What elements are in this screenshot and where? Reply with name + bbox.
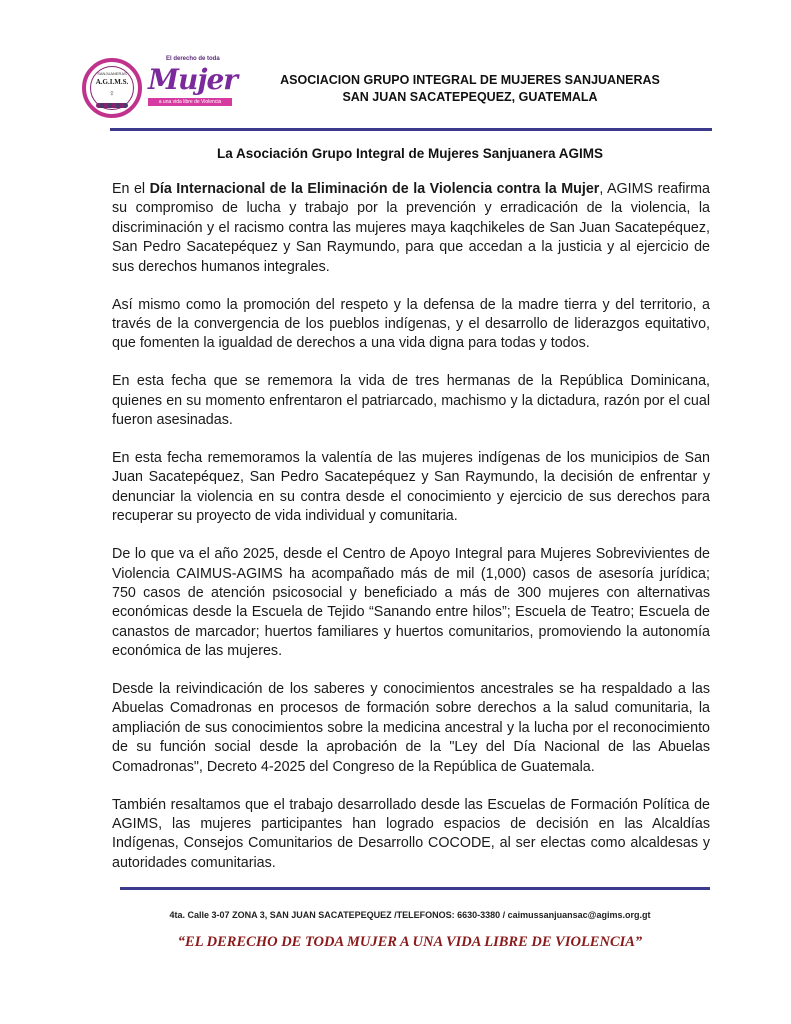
paragraph-6: Desde la reivindicación de los saberes y conocimientos ancestrales se ha respaldado a las Abuelas Comadronas en procesos de formación sobre derechos a la salud comunitaria, la ampliación de sus conocimientos sobre la medicina ancestral y la lucha por el reconocimiento de su función social desde la aprobación de la "Ley del Día Nacional de las Abuelas Comadronas", Decreto 4-2025 del Congreso de la República de Guatemala. [112, 681, 710, 775]
venus-symbol-icon: ♀ [108, 88, 116, 98]
mujer-logo [146, 56, 238, 112]
header-title-line2: SAN JUAN SACATEPEQUEZ, GUATEMALA [342, 90, 598, 104]
agims-seal-logo [82, 58, 142, 118]
p1-bold-event: Día Internacional de la Eliminación de la Violencia contra la Mujer [149, 181, 600, 197]
footer-address: 4ta. Calle 3-07 ZONA 3, SAN JUAN SACATEPEQUEZ /TELEFONOS: 6630-3380 / caimussanjuansac@agims.org.gt [169, 910, 651, 920]
document-title: La Asociación Grupo Integral de Mujeres Sanjuanera AGIMS [216, 146, 604, 161]
paragraph-7: También resaltamos que el trabajo desarrollado desde las Escuelas de Formación Política de AGIMS, las mujeres participantes han logrado espacios de decisión en las Alcaldías Indígenas, Consejos Comunitarios de Desarrollo COCODE, al ser electas como alcaldesas y autoridades comunitarias. [112, 796, 710, 871]
paragraph-5: De lo que va el año 2025, desde el Centro de Apoyo Integral para Mujeres Sobrevivientes de Violencia CAIMUS-AGIMS ha acompañado más de mil (1,000) casos de asesoría jurídica; 750 casos de atención psicosocial y beneficiado a más de 300 mujeres con alternativas económicas desde la Escuela de Tejido “Sanando entre hilos”; Escuela de Teatro; Escuela de canastos de marcador; huertos familiares y huertos comunitarios, promoviendo la autonomía económica de las mujeres. [112, 546, 710, 660]
document-body [112, 180, 710, 892]
seal-place-text: SANJUANERAS [97, 71, 127, 76]
footer-divider [120, 887, 710, 890]
header-title-line1: ASOCIACION GRUPO INTEGRAL DE MUJERES SANJUANERAS [280, 73, 660, 87]
paragraph-4: En esta fecha rememoramos la valentía de las mujeres indígenas de los municipios de San Juan Sacatepéquez, San Pedro Sacatepéquez y San Raymundo, la decisión de enfrentar y denunciar la violencia en su contra desde el conocimiento y ejercicio de sus derechos para recuperar su proyecto de vida individual y comunitaria. [112, 449, 710, 525]
header-divider [110, 128, 712, 131]
mujer-logo-tagline-bottom: a una vida libre de Violencia [148, 98, 232, 106]
mujer-logo-word: Mujer [148, 63, 238, 96]
paragraph-1 [112, 180, 710, 277]
organization-header [270, 72, 670, 106]
paragraph-2: Así mismo como la promoción del respeto y la defensa de la madre tierra y del territorio, a través de la convergencia de los pueblos indígenas, y el desarrollo de liderazgos equitativo, que fomenten la igualdad de derechos a una vida digna para todas y todos. [112, 296, 710, 352]
flowers-decoration [96, 103, 128, 108]
p1-rest: , AGIMS reafirma su compromiso de lucha y trabajo por la prevención y erradicación de la violencia, la discriminación y el racismo contra las mujeres maya kaqchikeles de San Juan Sacatepéquez, San Pedro Sacatepéquez y San Raymundo, para que accedan a la justicia y al ejercicio de sus derechos humanos integrales. [112, 181, 710, 275]
mujer-logo-tagline-top: El derecho de toda [166, 56, 220, 62]
paragraph-3: En esta fecha que se rememora la vida de tres hermanas de la República Dominicana, quienes en su momento enfrentaron el patriarcado, machismo y la dictadura, razón por el cual fueron asesinadas. [112, 373, 710, 429]
p1-prefix: En el [112, 181, 150, 197]
footer-motto: “EL DERECHO DE TODA MUJER A UNA VIDA LIBRE DE VIOLENCIA” [177, 934, 643, 950]
seal-acronym: A.G.I.M.S. [95, 78, 129, 86]
